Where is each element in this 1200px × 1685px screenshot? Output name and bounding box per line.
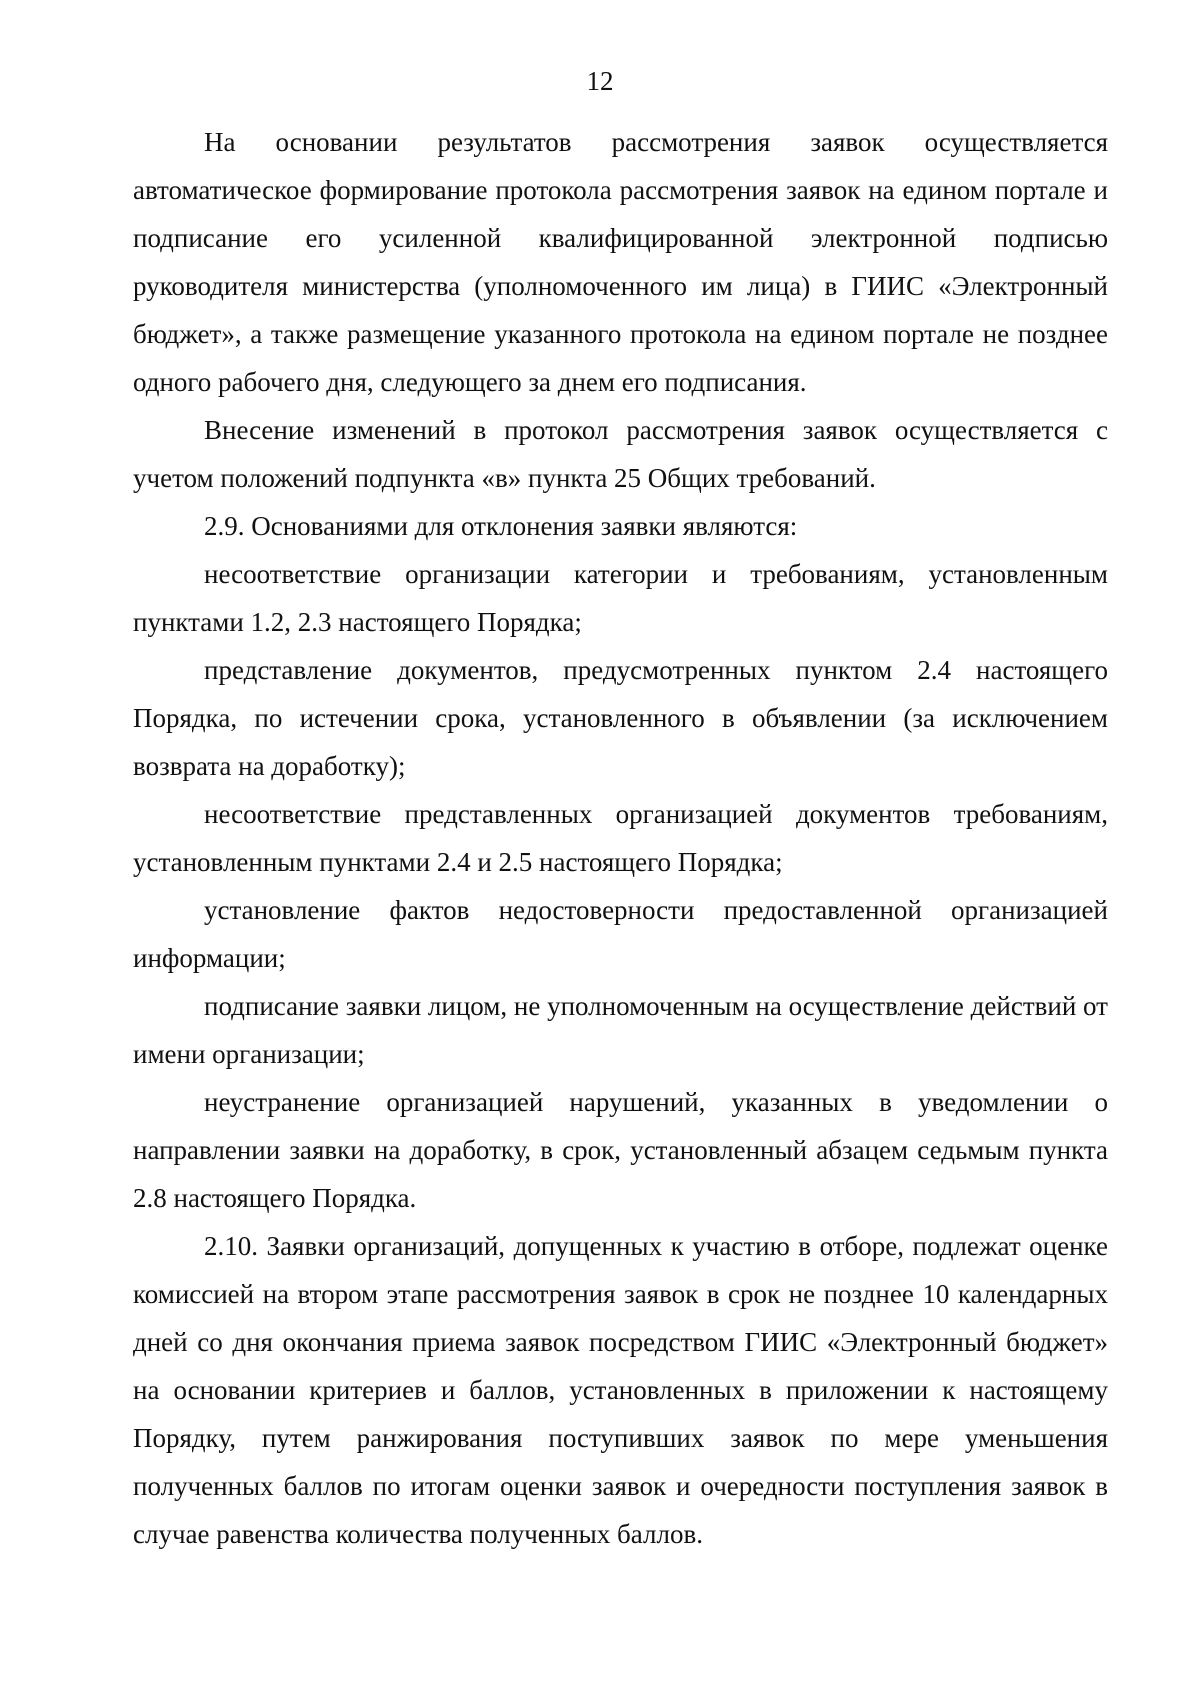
paragraph-protocol-changes: Внесение изменений в протокол рассмотрения заявок осуществляется с учетом положений подпункта «в» пункта 25 Общих требований. [133,415,1108,493]
page-number: 12 [586,66,614,96]
paragraph-rejection-reason-category: несоответствие организации категории и требованиям, установленным пунктами 1.2, 2.3 настоящего Порядка; [133,559,1108,637]
document-body [133,118,1108,1558]
paragraph-section-2-10-evaluation: 2.10. Заявки организаций, допущенных к участию в отборе, подлежат оценке комиссией на втором этапе рассмотрения заявок в срок не позднее 10 календарных дней со дня окончания приема заявок посредством ГИИС «Электронный бюджет» на основании критериев и баллов, установленных в приложении к настоящему Порядку, путем ранжирования поступивших заявок по мере уменьшения полученных баллов по итогам оценки заявок и очередности поступления заявок в случае равенства количества полученных баллов. [133,1231,1108,1549]
paragraph-rejection-reason-unreliable-info: установление фактов недостоверности предоставленной организацией информации; [133,895,1108,973]
paragraph-section-2-9-heading: 2.9. Основаниями для отклонения заявки являются: [204,511,798,541]
paragraph-protocol-formation: На основании результатов рассмотрения заявок осуществляется автоматическое формирование протокола рассмотрения заявок на едином портале и подписание его усиленной квалифицированной электронной подписью руководителя министерства (уполномоченного им лица) в ГИИС «Электронный бюджет», а также размещение указанного протокола на едином портале не позднее одного рабочего дня, следующего за днем его подписания. [133,127,1108,397]
paragraph-rejection-reason-deadline: представление документов, предусмотренных пунктом 2.4 настоящего Порядка, по истечении срока, установленного в объявлении (за исключением возврата на доработку); [133,655,1108,781]
paragraph-rejection-reason-uncorrected-violations: неустранение организацией нарушений, указанных в уведомлении о направлении заявки на доработку, в срок, установленный абзацем седьмым пункта 2.8 настоящего Порядка. [133,1087,1108,1213]
paragraph-rejection-reason-unauthorized-signature: подписание заявки лицом, не уполномоченным на осуществление действий от имени организации; [133,991,1108,1069]
paragraph-rejection-reason-documents: несоответствие представленных организацией документов требованиям, установленным пунктами 2.4 и 2.5 настоящего Порядка; [133,799,1108,877]
